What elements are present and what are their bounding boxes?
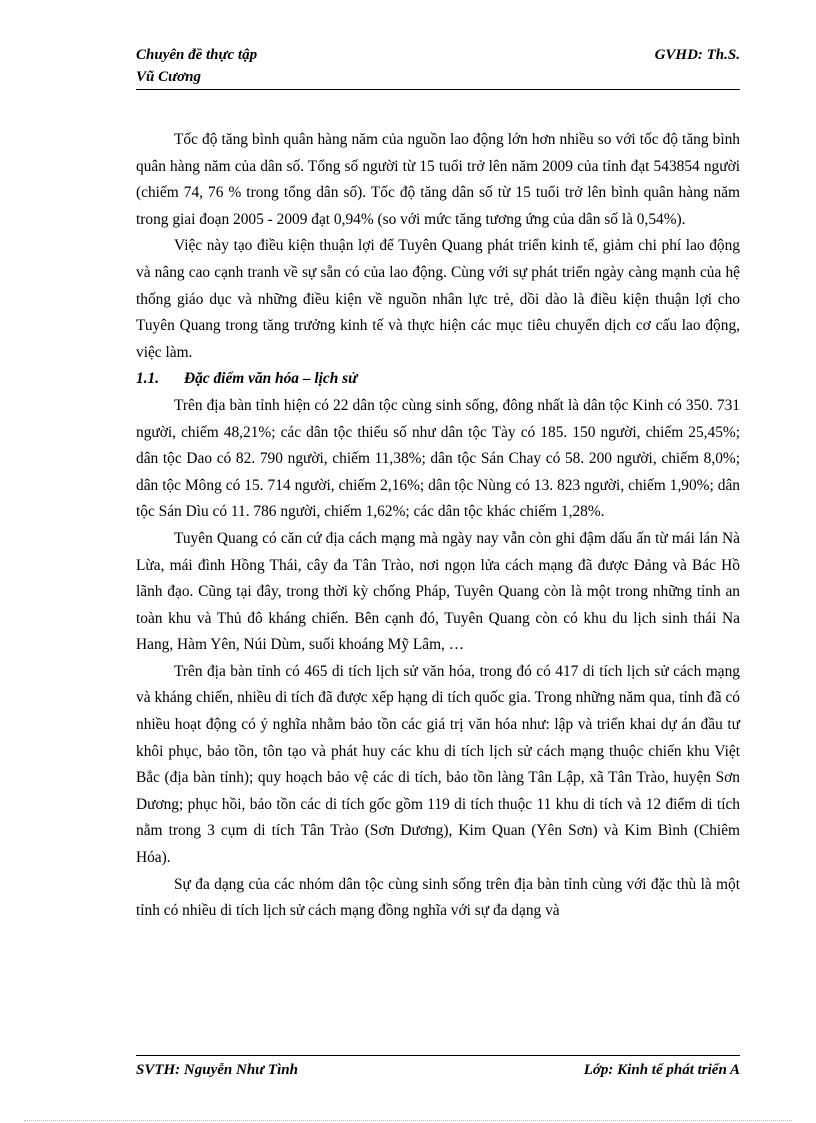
paragraph-ethnic-groups: Trên địa bàn tỉnh hiện có 22 dân tộc cùng sinh sống, đông nhất là dân tộc Kinh có 350. 731 người, chiếm 48,21%; các dân tộc thiểu số như dân tộc Tày có 185. 150 người, chiếm 25,45%; dân tộc Dao có 82. 790 người, chiếm 11,38%; dân tộc Sán Chay có 58. 200 người, chiếm 8,0%; dân tộc Mông có 15. 714 người, chiếm 2,16%; dân tộc Nùng có 13. 823 người, chiếm 1,90%; dân tộc Sán Dìu có 11. 786 người, chiếm 1,62%; các dân tộc khác chiếm 1,28%. (136, 396, 740, 521)
section-heading (136, 366, 740, 393)
header-divider (136, 89, 740, 90)
page-header (136, 44, 740, 88)
header-supervisor: GVHD: Th.S. (654, 47, 740, 63)
footer-class: Lớp: Kinh tế phát triển A (583, 1062, 740, 1078)
paragraph-labor-advantage: Việc này tạo điều kiện thuận lợi để Tuyên Quang phát triển kinh tế, giảm chi phí lao động và nâng cao cạnh tranh về sự sẵn có của lao động. Cùng với sự phát triển ngày càng mạnh của hệ thống giáo dục và những điều kiện về nguồn nhân lực trẻ, dồi dào là điều kiện thuận lợi cho Tuyên Quang trong tăng trưởng kinh tế và thực hiện các mục tiêu chuyển dịch cơ cấu lao động, việc làm. (136, 237, 740, 361)
page-footer (136, 1059, 740, 1081)
footer-divider (136, 1055, 740, 1056)
header-topic: Chuyên đề thực tập (136, 47, 258, 63)
footer-student: SVTH: Nguyễn Như Tình (136, 1062, 298, 1078)
paragraph-revolutionary-base: Tuyên Quang có căn cứ địa cách mạng mà ngày nay vẫn còn ghi đậm dấu ấn từ mái lán Nà Lừa, mái đình Hồng Thái, cây đa Tân Trào, nơi ngọn lửa cách mạng đã được Đảng và Bác Hồ lãnh đạo. Cũng tại đây, trong thời kỳ chống Pháp, Tuyên Quang còn là một trong những tỉnh an toàn khu và Thủ đô kháng chiến. Bên cạnh đó, Tuyên Quang còn có khu du lịch sinh thái Na Hang, Hàm Yên, Núi Dùm, suối khoáng Mỹ Lâm, … (136, 529, 740, 654)
document-body (136, 127, 740, 925)
paragraph-historic-sites: Trên địa bàn tỉnh có 465 di tích lịch sử văn hóa, trong đó có 417 di tích lịch sử cách mạng và kháng chiến, nhiều di tích đã được xếp hạng di tích quốc gia. Trong những năm qua, tỉnh đã có nhiều hoạt động có ý nghĩa nhằm bảo tồn các giá trị văn hóa như: lập và triển khai dự án đầu tư khôi phục, bảo tồn, tôn tạo và phát huy các khu di tích lịch sử cách mạng thuộc chiến khu Việt Bắc (địa bàn tỉnh); quy hoạch bảo vệ các di tích, bảo tồn làng Tân Lập, xã Tân Trào, huyện Sơn Dương; phục hồi, bảo tồn các di tích gốc gồm 119 di tích thuộc 11 khu di tích và 12 điểm di tích nằm trong 3 cụm di tích Tân Trào (Sơn Dương), Kim Quan (Yên Sơn) và Kim Bình (Chiêm Hóa). (136, 662, 740, 867)
section-title: Đặc điểm văn hóa – lịch sử (184, 370, 358, 388)
header-supervisor-name: Vũ Cương (136, 69, 201, 85)
paragraph-diversity: Sự đa dạng của các nhóm dân tộc cùng sinh sống trên địa bàn tỉnh cùng với đặc thù là một tỉnh có nhiều di tích lịch sử cách mạng đồng nghĩa với sự đa dạng và (136, 875, 740, 920)
page-bottom-border (24, 1120, 792, 1121)
section-number: 1.1. (136, 370, 160, 388)
paragraph-labor-growth: Tốc độ tăng bình quân hàng năm của nguồn lao động lớn hơn nhiều so với tốc độ tăng bình quân hàng năm của dân số. Tổng số người từ 15 tuổi trở lên năm 2009 của tỉnh đạt 543854 người (chiếm 74, 76 % trong tổng dân số). Tốc độ tăng dân số từ 15 tuổi trở lên bình quân hàng năm trong giai đoạn 2005 - 2009 đạt 0,94% (so với mức tăng tương ứng của dân số là 0,54%). (136, 131, 740, 228)
